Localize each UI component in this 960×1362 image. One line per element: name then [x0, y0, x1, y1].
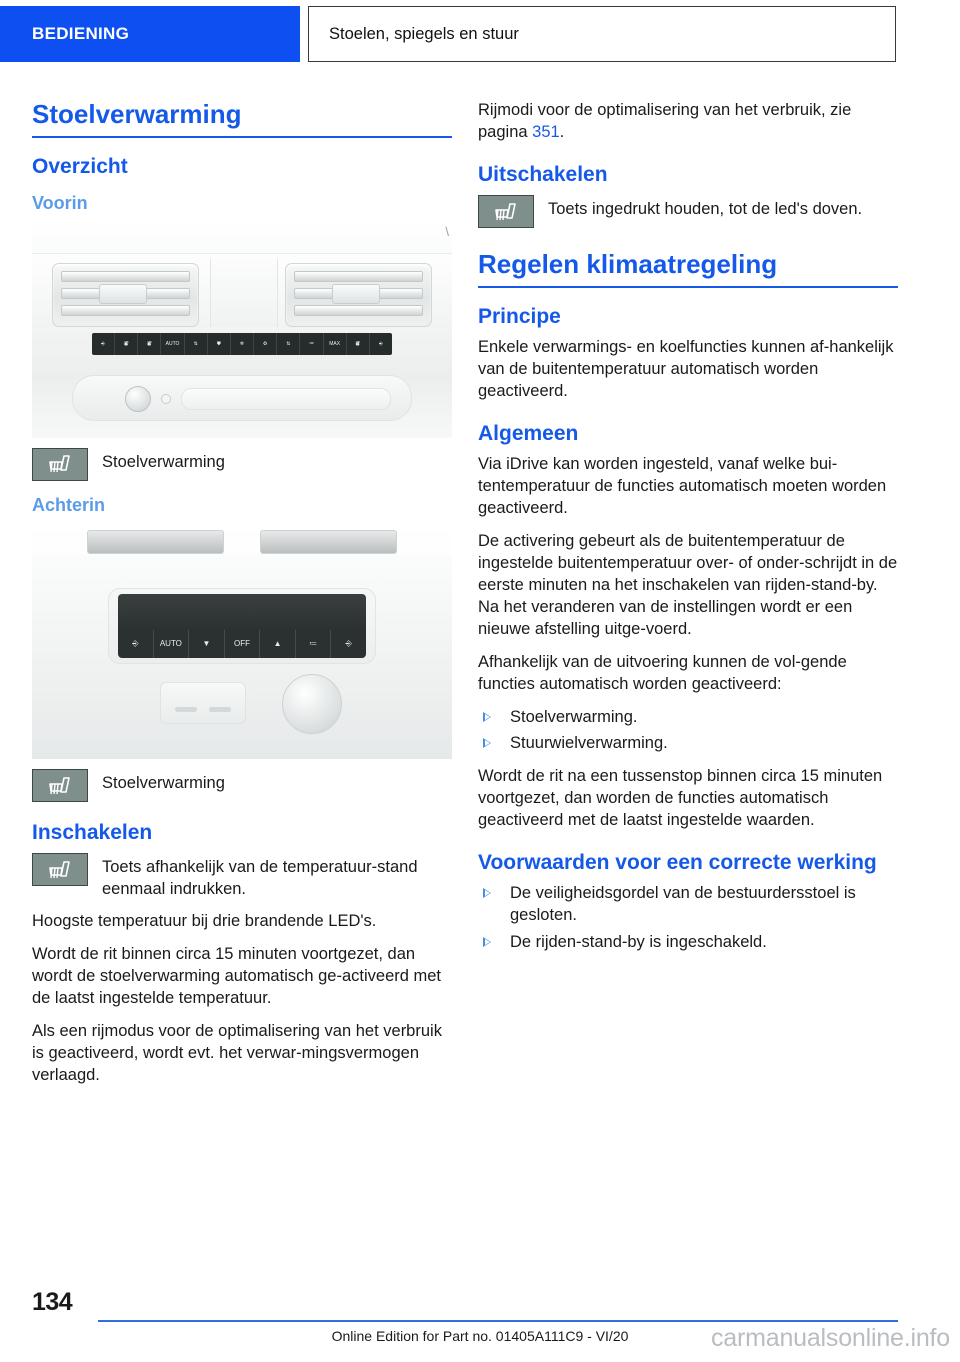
heading-algemeen: Algemeen — [478, 421, 579, 445]
climate-button-row — [92, 333, 392, 355]
caption-row-front-seat-heating — [32, 448, 452, 481]
paragraph-principe: Enkele verwarmings- en koelfuncties kunnen af-hankelijk van de buitentemperatuur automatisch worden geactiveerd. — [478, 338, 894, 401]
seat-heating-icon — [32, 853, 88, 886]
climate-key-seat-left: ⎆ — [92, 333, 115, 355]
watermark: carmanualsonline.info — [710, 1324, 950, 1352]
figure-rear-console — [32, 524, 452, 759]
paragraph-general-3: Afhankelijk van de uitvoering kunnen de vol-gende functies automatisch worden geactiveerd: — [478, 652, 847, 693]
climate-key-fan-right: ⇅ — [277, 333, 300, 355]
heading-uitschakelen: Uitschakelen — [478, 162, 608, 186]
list-item — [478, 883, 898, 927]
list-automatic-functions — [478, 707, 898, 756]
page-footer — [0, 1282, 960, 1362]
console-key-airflow: ≔ — [296, 630, 332, 658]
triangle-bullet-icon — [483, 712, 491, 722]
air-vent-left — [52, 263, 199, 327]
seat-heating-icon — [478, 195, 534, 228]
heading-principe: Principe — [478, 304, 561, 328]
paragraph-led: Hoogste temperatuur bij drie brandende LED's. — [32, 912, 377, 931]
header-section-tab[interactable] — [308, 6, 896, 62]
paragraph-resume: Wordt de rit binnen circa 15 minuten voortgezet, dan wordt de stoelverwarming automatisch ge-activeerd met de laatst ingestelde temperatuur. — [32, 945, 442, 1008]
console-key-off: OFF — [225, 630, 261, 658]
caption-front-seat-heating: Stoelverwarming — [102, 452, 225, 471]
heading-overzicht: Overzicht — [32, 154, 128, 178]
list-conditions — [478, 883, 898, 954]
heading-achterin: Achterin — [32, 494, 106, 515]
dashboard-indicator-dot — [161, 394, 171, 404]
page-cross-reference[interactable]: 351 — [532, 122, 560, 141]
console-display — [118, 594, 366, 630]
paragraph-general-1: Via iDrive kan worden ingesteld, vanaf welke bui-tentemperatuur de functies automatisch moeten worden geactiveerd. — [478, 455, 887, 518]
list-item — [478, 733, 898, 755]
dashboard-dial — [125, 386, 151, 412]
left-column — [32, 100, 452, 1098]
list-item-label: Stuurwielverwarming. — [510, 734, 668, 753]
dashboard-top-band — [32, 223, 452, 254]
instruction-row-switch-off — [478, 195, 898, 228]
dashboard-photo — [32, 223, 452, 438]
header-section-label: Stoelen, spiegels en stuur — [329, 24, 519, 43]
console-key-auto: AUTO — [154, 630, 190, 658]
rear-console-photo — [32, 524, 452, 759]
list-item-label: Stoelverwarming. — [510, 707, 638, 726]
list-item — [478, 707, 898, 729]
console-tray — [160, 682, 246, 724]
paragraph-driving-modes — [478, 100, 898, 144]
heading-inschakelen: Inschakelen — [32, 821, 153, 845]
climate-key-airflow: ≔ — [300, 333, 323, 355]
climate-key-recirculate: ♻ — [254, 333, 277, 355]
climate-key-defrost-right: ⛇ — [347, 333, 370, 355]
console-key-seat-heating: ⎆ — [118, 630, 154, 658]
instruction-row-switch-on — [32, 853, 452, 901]
triangle-bullet-icon — [483, 738, 491, 748]
climate-key-windshield: ⛊ — [208, 333, 231, 355]
climate-key-defrost-left: ⛇ — [115, 333, 138, 355]
paragraph-driving-modes-pre: Rijmodi voor de optimalisering van het verbruik, zie pagina — [478, 101, 852, 141]
section-title-climate: Regelen klimaatregeling — [478, 250, 898, 288]
heading-voorwaarden: Voorwaarden voor een correcte werking — [478, 851, 877, 875]
climate-key-rear-defrost: ⛇ — [138, 333, 161, 355]
dashboard-trim-strip — [181, 388, 391, 410]
console-vent-left — [87, 530, 224, 554]
console-vent-right — [260, 530, 397, 554]
console-key-seat-right: ⎆ — [345, 639, 352, 649]
caption-row-rear-seat-heating — [32, 769, 452, 802]
climate-key-fan-left: ⇅ — [185, 333, 208, 355]
paragraph-general-2: De activering gebeurt als de buitentemperatuur de ingestelde buitentemperatuur over- of onder-schrijdt in de eerste minuten na het inschakelen van rijden-stand-by. Na het veranderen van de instellingen wordt er een nieuwe afstelling uitge-voerd. — [478, 531, 898, 638]
instruction-switch-on-text: Toets afhankelijk van de temperatuur-stand eenmaal indrukken. — [102, 858, 418, 899]
paragraph-ecomode: Als een rijmodus voor de optimalisering van het verbruik is geactiveerd, wordt evt. het verwar-mingsvermogen verlaagd. — [32, 1022, 442, 1084]
seat-heating-icon — [32, 448, 88, 481]
triangle-bullet-icon — [483, 937, 491, 947]
dashboard-lower-console — [72, 375, 412, 421]
right-column — [478, 100, 898, 965]
climate-key-auto: AUTO — [161, 333, 184, 355]
page-title: Stoelverwarming — [32, 100, 452, 138]
console-key-up: ▲ — [260, 630, 296, 658]
paragraph-general-4: Wordt de rit na een tussenstop binnen circa 15 minuten voortgezet, dan worden de functies automatisch geactiveerd met de laatst ingestelde waarden. — [478, 767, 883, 830]
dashboard-center-trim — [210, 259, 278, 327]
climate-key-max-ac: MAX — [324, 333, 347, 355]
header-chapter-tab[interactable] — [0, 6, 300, 62]
heading-voorin: Voorin — [32, 193, 88, 214]
page-number: 134 — [32, 1288, 73, 1316]
figure-front-dashboard — [32, 223, 452, 438]
figure-corner-mark: \ — [445, 223, 449, 239]
footer-edition-text: Online Edition for Part no. 01405A111C9 - VI/20 — [331, 1328, 629, 1344]
seat-heating-icon — [32, 769, 88, 802]
air-vent-right — [285, 263, 432, 327]
header-chapter-label: BEDIENING — [32, 24, 130, 43]
instruction-switch-off-text: Toets ingedrukt houden, tot de led's doven. — [548, 200, 863, 219]
console-vents — [87, 530, 397, 552]
console-key-down: ▼ — [189, 630, 225, 658]
list-item — [478, 932, 898, 954]
footer-divider — [98, 1320, 898, 1322]
console-key-row — [118, 630, 366, 658]
list-item-label: De rijden-stand-by is ingeschakeld. — [510, 933, 767, 952]
triangle-bullet-icon — [483, 888, 491, 898]
console-cup-holder — [282, 674, 342, 734]
paragraph-driving-modes-post: . — [559, 122, 565, 141]
climate-key-ac: ❄ — [231, 333, 254, 355]
page-header — [0, 6, 960, 62]
caption-rear-seat-heating: Stoelverwarming — [102, 774, 225, 793]
list-item-label: De veiligheidsgordel van de bestuurdersstoel is gesloten. — [510, 884, 856, 925]
climate-key-seat-right: ⎆ — [378, 340, 383, 347]
